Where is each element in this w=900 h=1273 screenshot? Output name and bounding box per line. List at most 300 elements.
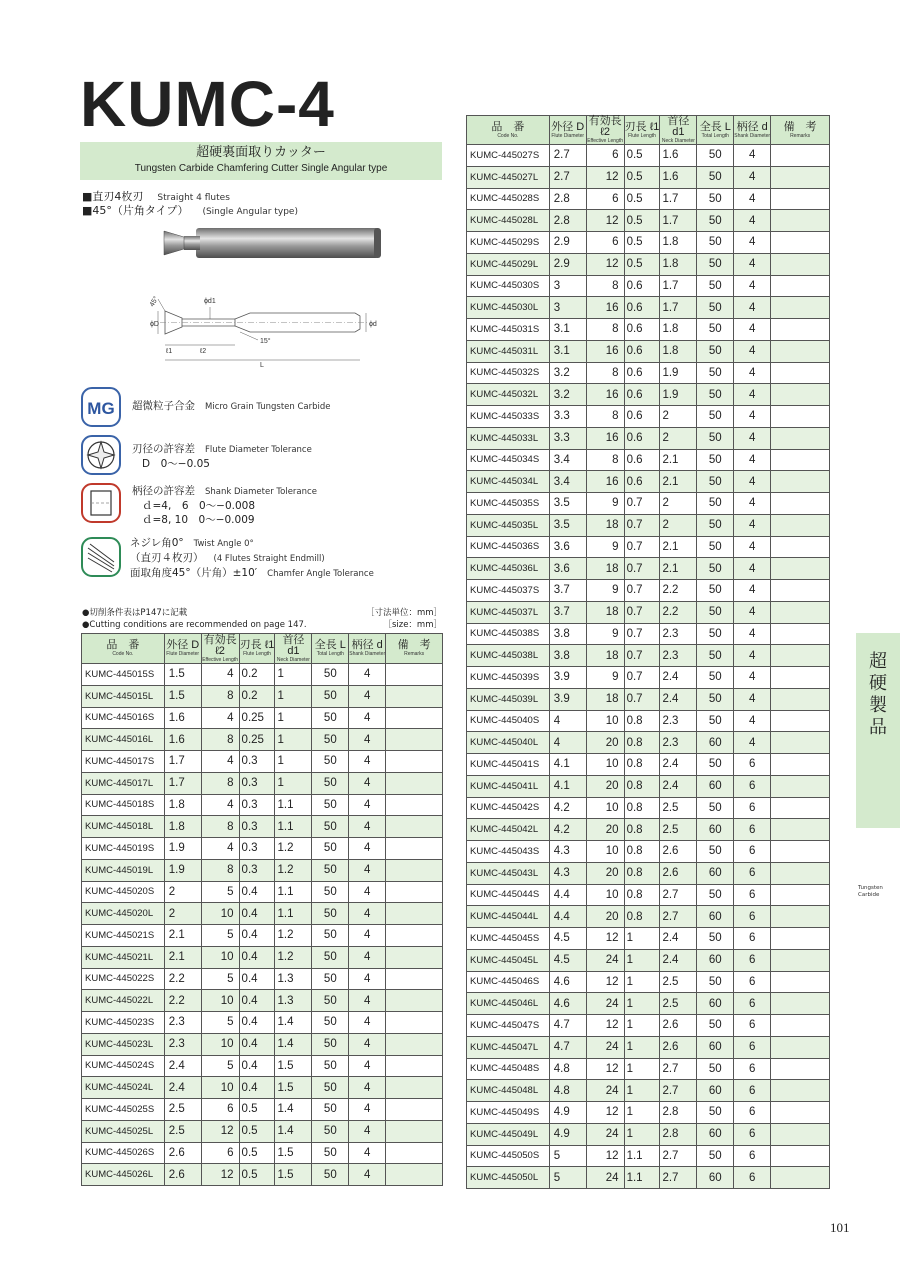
cell-code: KUMC-445022S [82, 968, 165, 990]
cell-shank-diameter: 4 [349, 751, 386, 773]
cell-code: KUMC-445032S [467, 362, 550, 384]
cell-effective-length: 10 [586, 710, 624, 732]
cell-total-length: 50 [312, 1142, 349, 1164]
cell-shank-diameter: 4 [349, 685, 386, 707]
cell-neck-diameter: 2.2 [660, 601, 697, 623]
table-row [467, 688, 830, 710]
cell-neck-diameter: 2.6 [660, 862, 697, 884]
cell-neck-diameter: 2 [660, 493, 697, 515]
cell-neck-diameter: 1 [275, 685, 312, 707]
cell-remarks [771, 580, 830, 602]
cell-neck-diameter: 2 [660, 427, 697, 449]
cell-remarks [771, 558, 830, 580]
cell-effective-length: 10 [586, 797, 624, 819]
spec-twist-angle [80, 536, 400, 580]
cell-flute-diameter: 3 [549, 275, 586, 297]
cell-remarks [771, 797, 830, 819]
cell-flute-diameter: 3.7 [549, 580, 586, 602]
twist-angle-icon [80, 536, 122, 578]
cell-code: KUMC-445030L [467, 297, 550, 319]
cell-code: KUMC-445042L [467, 819, 550, 841]
table-row [467, 319, 830, 341]
cell-total-length: 50 [697, 145, 734, 167]
cell-total-length: 60 [697, 906, 734, 928]
cell-neck-diameter: 1.2 [275, 838, 312, 860]
cell-flute-length: 1 [624, 949, 660, 971]
cell-code: KUMC-445017L [82, 772, 165, 794]
cell-remarks [771, 645, 830, 667]
cell-total-length: 50 [697, 1145, 734, 1167]
cell-flute-diameter: 3.8 [549, 645, 586, 667]
cell-flute-diameter: 2.7 [549, 145, 586, 167]
spec-straight-en: (4 Flutes Straight Endmill) [213, 554, 325, 564]
cell-flute-diameter: 2.2 [164, 990, 201, 1012]
table-row [82, 1055, 443, 1077]
cell-flute-length: 0.25 [239, 707, 275, 729]
cell-shank-diameter: 6 [734, 1058, 771, 1080]
cell-flute-diameter: 3.4 [549, 449, 586, 471]
cell-shank-diameter: 6 [734, 819, 771, 841]
cell-total-length: 50 [312, 838, 349, 860]
cell-flute-diameter: 3.1 [549, 319, 586, 341]
cell-code: KUMC-445026L [82, 1164, 165, 1186]
cell-shank-diameter: 4 [734, 166, 771, 188]
dimension-drawing [140, 285, 390, 370]
cell-effective-length: 8 [201, 729, 239, 751]
cell-code: KUMC-445037S [467, 580, 550, 602]
cell-code: KUMC-445027S [467, 145, 550, 167]
shank-tolerance-icon [80, 482, 122, 524]
cell-effective-length: 4 [201, 751, 239, 773]
cell-flute-diameter: 1.9 [164, 859, 201, 881]
cell-neck-diameter: 2.1 [660, 471, 697, 493]
cell-shank-diameter: 4 [734, 493, 771, 515]
table-row [467, 1145, 830, 1167]
cell-effective-length: 12 [586, 166, 624, 188]
cell-flute-length: 0.6 [624, 471, 660, 493]
cell-flute-length: 1 [624, 928, 660, 950]
cell-flute-diameter: 1.5 [164, 664, 201, 686]
cell-flute-diameter: 4.7 [549, 1015, 586, 1037]
table-row [82, 1077, 443, 1099]
cell-code: KUMC-445039L [467, 688, 550, 710]
cell-flute-length: 1 [624, 1102, 660, 1124]
cell-shank-diameter: 4 [349, 707, 386, 729]
page-number: 101 [830, 1220, 850, 1235]
cell-total-length: 50 [312, 816, 349, 838]
cell-effective-length: 12 [201, 1164, 239, 1186]
spec-twist-en: Twist Angle 0° [193, 539, 254, 549]
header-flute-diameter: 外径 D Flute Diameter [549, 116, 586, 145]
cell-flute-diameter: 3 [549, 297, 586, 319]
cell-effective-length: 18 [586, 688, 624, 710]
cell-effective-length: 12 [586, 1102, 624, 1124]
cell-effective-length: 20 [586, 819, 624, 841]
cell-shank-diameter: 4 [349, 729, 386, 751]
table-row [467, 406, 830, 428]
cell-total-length: 50 [312, 925, 349, 947]
header-effective-length: 有効長 ℓ2 Effective Length [202, 633, 238, 663]
cell-neck-diameter: 1.4 [275, 1099, 312, 1121]
side-tab-en-2: Carbide [858, 892, 880, 898]
cell-flute-length: 0.6 [624, 427, 660, 449]
table-row [467, 471, 830, 493]
cell-neck-diameter: 1.1 [275, 881, 312, 903]
table-row [467, 754, 830, 776]
cell-remarks [386, 946, 443, 968]
product-photo [160, 218, 385, 268]
cell-flute-diameter: 1.7 [164, 751, 201, 773]
cell-shank-diameter: 4 [734, 688, 771, 710]
cell-total-length: 50 [697, 645, 734, 667]
cell-flute-length: 0.4 [239, 968, 275, 990]
cell-code: KUMC-445020L [82, 903, 165, 925]
table-row [82, 664, 443, 686]
cell-effective-length: 16 [586, 471, 624, 493]
cell-total-length: 50 [697, 493, 734, 515]
cell-flute-diameter: 4.5 [549, 949, 586, 971]
cell-flute-diameter: 3.9 [549, 688, 586, 710]
table-row [82, 1164, 443, 1186]
spec-flute-value: D 0〜−0.05 [142, 458, 210, 470]
cell-shank-diameter: 4 [349, 772, 386, 794]
cell-code: KUMC-445044S [467, 884, 550, 906]
cell-effective-length: 9 [586, 536, 624, 558]
cell-neck-diameter: 1.8 [660, 340, 697, 362]
cell-shank-diameter: 4 [734, 210, 771, 232]
table-row [82, 751, 443, 773]
cell-remarks [771, 427, 830, 449]
cell-total-length: 50 [312, 751, 349, 773]
cell-effective-length: 8 [586, 319, 624, 341]
cell-effective-length: 5 [201, 1012, 239, 1034]
cell-total-length: 50 [697, 623, 734, 645]
table-row [467, 1167, 830, 1189]
cell-flute-diameter: 2.5 [164, 1120, 201, 1142]
cell-remarks [771, 819, 830, 841]
cell-code: KUMC-445035L [467, 514, 550, 536]
note-en: ●Cutting conditions are recommended on page 147. [82, 620, 307, 630]
cell-effective-length: 4 [201, 707, 239, 729]
cell-total-length: 50 [697, 232, 734, 254]
cell-flute-diameter: 4.2 [549, 819, 586, 841]
cell-shank-diameter: 4 [349, 1120, 386, 1142]
cell-neck-diameter: 2.8 [660, 1123, 697, 1145]
table-row [82, 707, 443, 729]
cell-shank-diameter: 6 [734, 971, 771, 993]
cell-total-length: 50 [697, 601, 734, 623]
cell-shank-diameter: 4 [734, 384, 771, 406]
cell-total-length: 50 [312, 990, 349, 1012]
table-row [467, 1015, 830, 1037]
cell-neck-diameter: 2.6 [660, 841, 697, 863]
table-row [467, 1123, 830, 1145]
cell-remarks [771, 297, 830, 319]
cell-code: KUMC-445018S [82, 794, 165, 816]
cell-effective-length: 9 [586, 580, 624, 602]
cell-neck-diameter: 2 [660, 406, 697, 428]
cell-remarks [771, 253, 830, 275]
cell-remarks [771, 928, 830, 950]
cell-neck-diameter: 2.7 [660, 1080, 697, 1102]
cell-remarks [386, 990, 443, 1012]
table-row [82, 838, 443, 860]
cell-remarks [771, 667, 830, 689]
table-row [467, 536, 830, 558]
cell-flute-length: 0.8 [624, 797, 660, 819]
cell-code: KUMC-445048L [467, 1080, 550, 1102]
cell-neck-diameter: 1.5 [275, 1077, 312, 1099]
cell-total-length: 50 [312, 1120, 349, 1142]
header-shank-diameter: 柄径 d Shank Diameter [349, 634, 386, 664]
cell-shank-diameter: 4 [349, 1099, 386, 1121]
cell-flute-length: 0.5 [239, 1120, 275, 1142]
cell-flute-diameter: 2.6 [164, 1164, 201, 1186]
cell-neck-diameter: 1.7 [660, 275, 697, 297]
cell-flute-length: 0.7 [624, 536, 660, 558]
cell-code: KUMC-445033L [467, 427, 550, 449]
cell-remarks [771, 1167, 830, 1189]
cell-neck-diameter: 2.5 [660, 819, 697, 841]
table-row [82, 1012, 443, 1034]
spec-shank-jp: 柄径の許容差 [132, 485, 195, 497]
cell-effective-length: 16 [586, 384, 624, 406]
cell-neck-diameter: 1.1 [275, 816, 312, 838]
table-row [467, 710, 830, 732]
cell-remarks [386, 772, 443, 794]
cell-effective-length: 9 [586, 623, 624, 645]
cell-remarks [386, 1099, 443, 1121]
cell-neck-diameter: 1 [275, 664, 312, 686]
cell-remarks [771, 754, 830, 776]
cell-shank-diameter: 4 [349, 946, 386, 968]
table-row [467, 623, 830, 645]
side-tab-en-1: Tungsten [858, 885, 883, 891]
cell-flute-diameter: 2.9 [549, 232, 586, 254]
cell-flute-diameter: 3.7 [549, 601, 586, 623]
cell-effective-length: 9 [586, 667, 624, 689]
table-row [467, 232, 830, 254]
cell-flute-length: 0.8 [624, 754, 660, 776]
cell-remarks [771, 732, 830, 754]
table-row [82, 794, 443, 816]
cell-flute-length: 0.4 [239, 990, 275, 1012]
cell-flute-length: 1 [624, 971, 660, 993]
cell-flute-length: 0.4 [239, 881, 275, 903]
cell-flute-length: 1 [624, 1015, 660, 1037]
cell-neck-diameter: 1 [275, 751, 312, 773]
cell-neck-diameter: 1.5 [275, 1142, 312, 1164]
table-row [467, 427, 830, 449]
neck-shape [184, 236, 200, 250]
cell-flute-diameter: 2.1 [164, 946, 201, 968]
cell-flute-length: 0.4 [239, 925, 275, 947]
cell-effective-length: 18 [586, 601, 624, 623]
cell-code: KUMC-445049L [467, 1123, 550, 1145]
cell-total-length: 50 [312, 772, 349, 794]
cell-effective-length: 10 [201, 946, 239, 968]
cell-total-length: 60 [697, 1123, 734, 1145]
cell-total-length: 50 [697, 340, 734, 362]
cell-total-length: 50 [697, 210, 734, 232]
cell-shank-diameter: 6 [734, 1167, 771, 1189]
header-flute-length: 刃長 ℓ1 Flute Length [239, 634, 275, 664]
cell-remarks [771, 145, 830, 167]
cell-remarks [771, 493, 830, 515]
cell-flute-length: 0.2 [239, 664, 275, 686]
cell-total-length: 50 [697, 710, 734, 732]
mg-badge-icon [80, 386, 122, 428]
cell-shank-diameter: 4 [349, 1077, 386, 1099]
cell-flute-length: 0.7 [624, 514, 660, 536]
cell-flute-length: 0.8 [624, 732, 660, 754]
cell-total-length: 50 [697, 884, 734, 906]
cell-flute-length: 0.8 [624, 819, 660, 841]
cell-effective-length: 18 [586, 514, 624, 536]
cell-effective-length: 10 [201, 903, 239, 925]
cell-effective-length: 20 [586, 906, 624, 928]
cell-remarks [771, 1015, 830, 1037]
cell-remarks [771, 514, 830, 536]
cell-neck-diameter: 1.8 [660, 232, 697, 254]
cell-flute-diameter: 2.1 [164, 925, 201, 947]
cell-code: KUMC-445050L [467, 1167, 550, 1189]
cell-shank-diameter: 4 [349, 1033, 386, 1055]
cell-flute-diameter: 3.5 [549, 514, 586, 536]
cell-remarks [386, 664, 443, 686]
cell-total-length: 50 [312, 946, 349, 968]
cell-code: KUMC-445016S [82, 707, 165, 729]
table-row [467, 667, 830, 689]
cell-code: KUMC-445023L [82, 1033, 165, 1055]
cell-effective-length: 24 [586, 1036, 624, 1058]
cell-neck-diameter: 2.7 [660, 1058, 697, 1080]
cell-flute-length: 0.4 [239, 1077, 275, 1099]
cell-flute-diameter: 2.9 [549, 253, 586, 275]
table-row [467, 145, 830, 167]
cell-total-length: 50 [697, 275, 734, 297]
cell-code: KUMC-445025S [82, 1099, 165, 1121]
cell-effective-length: 5 [201, 881, 239, 903]
table-row [467, 449, 830, 471]
cell-flute-length: 0.5 [239, 1164, 275, 1186]
cell-code: KUMC-445042S [467, 797, 550, 819]
cell-total-length: 50 [697, 754, 734, 776]
cell-remarks [771, 710, 830, 732]
feature-flutes-jp: ■直刃4枚刃 [82, 190, 144, 203]
cell-effective-length: 8 [201, 772, 239, 794]
cell-code: KUMC-445045S [467, 928, 550, 950]
cell-flute-diameter: 3.1 [549, 340, 586, 362]
cell-flute-diameter: 3.5 [549, 493, 586, 515]
cell-effective-length: 10 [201, 990, 239, 1012]
cell-effective-length: 10 [201, 1077, 239, 1099]
cell-neck-diameter: 1.6 [660, 166, 697, 188]
cell-shank-diameter: 4 [734, 145, 771, 167]
cell-neck-diameter: 1.9 [660, 362, 697, 384]
cell-remarks [771, 340, 830, 362]
table-row [82, 772, 443, 794]
cell-shank-diameter: 4 [349, 881, 386, 903]
cell-flute-length: 0.7 [624, 601, 660, 623]
feature-flutes-en: Straight 4 flutes [157, 193, 230, 203]
table-row [82, 946, 443, 968]
cell-code: KUMC-445046S [467, 971, 550, 993]
cell-flute-length: 0.8 [624, 862, 660, 884]
cell-remarks [771, 471, 830, 493]
cell-neck-diameter: 1 [275, 729, 312, 751]
cell-flute-length: 1 [624, 993, 660, 1015]
header-total-length: 全長 L Total Length [697, 116, 734, 145]
cell-flute-length: 0.7 [624, 667, 660, 689]
side-tab-en [858, 885, 883, 899]
cell-total-length: 60 [697, 1167, 734, 1189]
cell-flute-diameter: 2.5 [164, 1099, 201, 1121]
table-row [467, 558, 830, 580]
cell-total-length: 50 [697, 406, 734, 428]
table-row [467, 949, 830, 971]
cell-code: KUMC-445027L [467, 166, 550, 188]
cell-neck-diameter: 2.7 [660, 1145, 697, 1167]
cell-effective-length: 8 [586, 362, 624, 384]
cell-remarks [386, 1164, 443, 1186]
cell-flute-length: 0.4 [239, 946, 275, 968]
cell-shank-diameter: 4 [349, 968, 386, 990]
cell-effective-length: 24 [586, 993, 624, 1015]
spec-straight-jp: （直刃４枚刃） [130, 552, 204, 564]
cell-neck-diameter: 2.1 [660, 558, 697, 580]
cell-remarks [771, 362, 830, 384]
subtitle-en: Tungsten Carbide Chamfering Cutter Single Angular type [134, 163, 388, 174]
cell-total-length: 50 [312, 794, 349, 816]
cell-code: KUMC-445029S [467, 232, 550, 254]
cell-total-length: 50 [697, 580, 734, 602]
cell-neck-diameter: 1.4 [275, 1033, 312, 1055]
subtitle-banner [80, 142, 442, 180]
cell-remarks [386, 1120, 443, 1142]
cell-shank-diameter: 4 [349, 838, 386, 860]
shank-end [374, 228, 381, 258]
header-flute-length: 刃長 ℓ1 Flute Length [624, 116, 660, 145]
cell-flute-length: 0.7 [624, 688, 660, 710]
cell-flute-diameter: 2 [164, 903, 201, 925]
header-code: 品 番 Code No. [467, 116, 550, 145]
cell-neck-diameter: 2.7 [660, 906, 697, 928]
cell-effective-length: 16 [586, 427, 624, 449]
cell-flute-length: 0.4 [239, 1033, 275, 1055]
cell-shank-diameter: 4 [734, 319, 771, 341]
cell-total-length: 50 [697, 384, 734, 406]
cell-total-length: 50 [697, 1015, 734, 1037]
cell-remarks [771, 688, 830, 710]
cell-flute-diameter: 3.6 [549, 536, 586, 558]
cell-effective-length: 4 [201, 794, 239, 816]
cell-remarks [771, 949, 830, 971]
cell-effective-length: 6 [586, 145, 624, 167]
cutting-conditions-note [82, 607, 442, 631]
cell-effective-length: 8 [201, 816, 239, 838]
cell-neck-diameter: 2.2 [660, 580, 697, 602]
table-row [82, 1142, 443, 1164]
cell-remarks [771, 1123, 830, 1145]
cell-total-length: 50 [312, 1077, 349, 1099]
cell-effective-length: 8 [586, 275, 624, 297]
cell-remarks [386, 881, 443, 903]
cell-code: KUMC-445034L [467, 471, 550, 493]
cell-flute-diameter: 4.6 [549, 993, 586, 1015]
cell-shank-diameter: 4 [734, 340, 771, 362]
cell-code: KUMC-445024L [82, 1077, 165, 1099]
